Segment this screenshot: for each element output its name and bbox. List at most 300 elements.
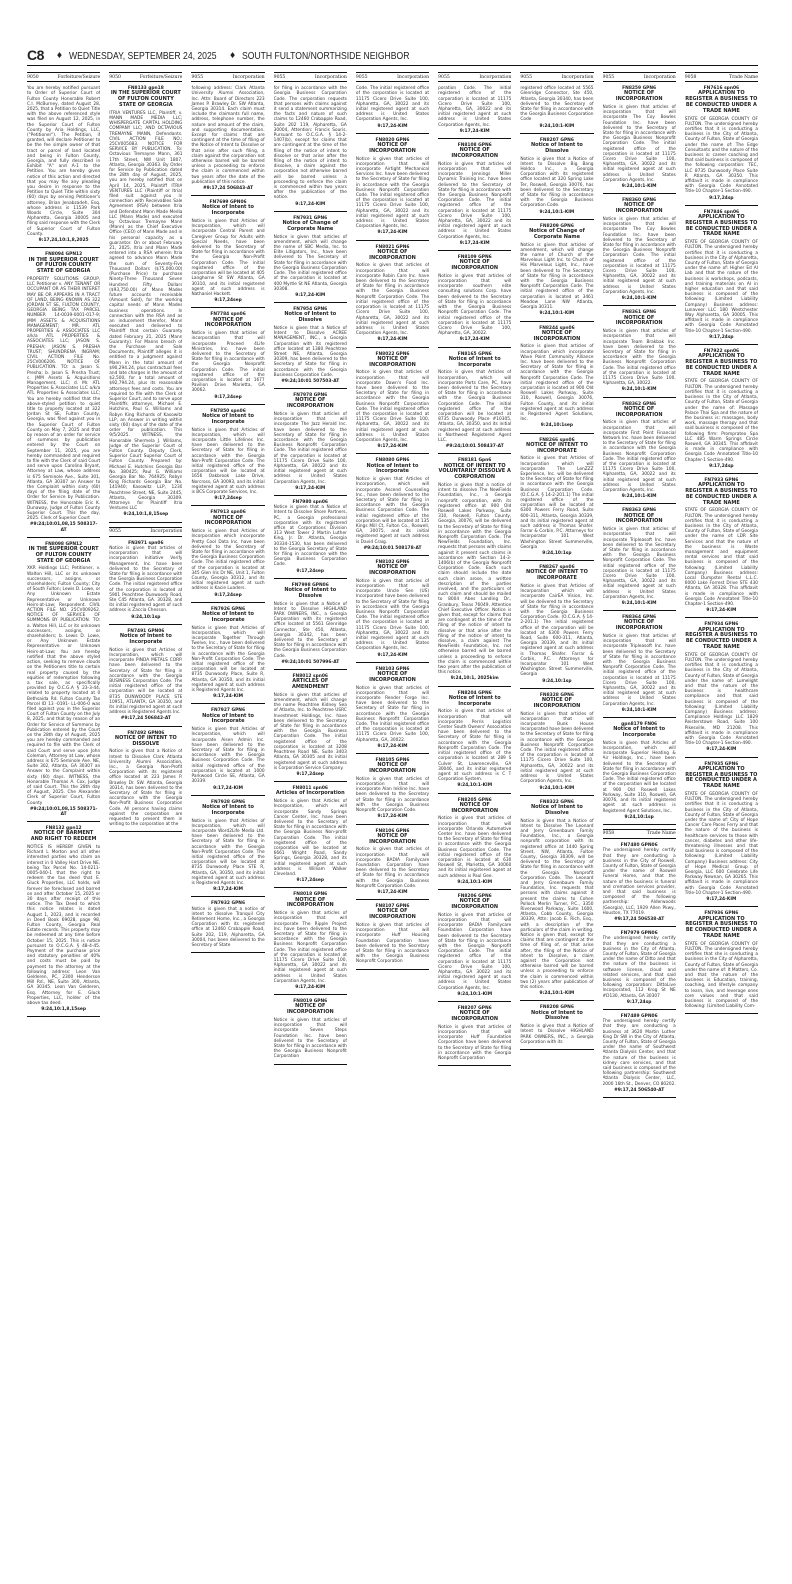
notice-body: Notice is given that Articles of Incorporation which will incorporate CairEA Vision, Inc. will be delivered to the Secretary of State for filing in accordance with the Georgia Business Corporation Code. (O.C.G.A. § 14-2-201.1) The initial registered office of the corporation will be located at 6300 Powers Ferry Road, Suite 600-311, Atlanta, Georgia 30339, and its initial registered agent at such address is Thomas Shafer. Farrar & Corbin, P.C. Attorneys for Incorporator 101 West Washington Street Summerville, Georgia xyxy=(520,584,594,678)
notice-title: Notice of Intent to Incorporate xyxy=(366,462,419,475)
notice-body: Notice is given that a Notice of Intent to Dissolve ACREE MANAGEMENT, INC., a Georgia Corporation with its registered office located at 1380 Peachtree Street NE, Atlanta, Georgia 30309, has been delivered to the Secretary of State for filing in accordance with the Georgia Business Corporation Code. xyxy=(273,325,347,378)
notice-run-dates: 9:24,10:1,8,15sep xyxy=(123,512,169,518)
section-header xyxy=(603,829,676,839)
legal-notice xyxy=(438,86,511,134)
legal-notice xyxy=(356,667,429,749)
section-code: 9055 xyxy=(273,74,286,80)
notice-body: Notice is given that articles of incorporation that will incorporate Robin Care Inc. have been delivered to the Secretary of State for filing in accordance with the Georgia Business Nonprofit Corporation Code. The initial registered office of the corporation is located at 11175 Cicero Drive Suite 100, Alpharetta, GA, 30022 and its initial registered agent at such address is United States Corporation Agents, Inc. xyxy=(355,263,430,337)
notice-run-dates: #9:24;10:01 508178-AT xyxy=(363,545,422,551)
notice-run-dates: 9:24,10:1-KIM xyxy=(621,387,657,393)
divider xyxy=(438,347,511,348)
notice-run-dates: 9:24,10:1-KIM xyxy=(539,123,575,129)
legal-notice xyxy=(356,560,429,658)
legal-notice xyxy=(356,904,429,964)
divider xyxy=(603,1009,676,1010)
divider xyxy=(191,795,264,796)
publication-date: WEDNESDAY, SEPTEMBER 24, 2025 xyxy=(69,50,217,62)
legal-notice xyxy=(438,143,511,246)
divider xyxy=(438,889,511,890)
notice-run-dates: 9:24,10:1-KIM xyxy=(621,296,657,302)
notice-id: FN7932 GPN6 xyxy=(211,901,246,907)
notice-body: registered office located at 5565 Glenridge Connector, Ste 450, Atlanta, Georgia 30340, has been delivered to the Secretary of State for filing in accordance with the Georgia Business Corporation Code xyxy=(520,86,594,123)
legal-notice xyxy=(603,843,676,922)
notice-body: Notice is given that Articles of Incorporation which incorporate Pretty Cool Data Inc. have been delivered to the Secretary of State for filing in accordance with the Georgia Business Corporation Code. The initial registered office of the corporation is located at 345 Glen Iris Dr NE, Unit 1, Fulton County, Georgia 30312, and its initial registered agent at such address is Kacie Luaders. xyxy=(191,529,265,592)
notice-id: FN7491 GPN06 xyxy=(127,628,165,634)
notice-run-dates: 9:17,24-KIM xyxy=(377,337,408,343)
notice-title: Articles of Incorporation xyxy=(275,790,345,797)
notice-run-dates: 9:17,24,10:1,8,2025 xyxy=(38,238,89,244)
notice-run-dates: 9:17,24-KIM xyxy=(377,444,408,450)
section-header xyxy=(438,72,511,82)
divider xyxy=(356,662,429,663)
notice-column-2 xyxy=(109,72,182,1572)
divider xyxy=(356,240,429,241)
legal-notice xyxy=(685,478,758,613)
divider xyxy=(356,347,429,348)
section-label: Incorporation xyxy=(479,74,512,80)
notice-id: FN8012 spn06 xyxy=(292,674,328,680)
legal-notice xyxy=(603,722,676,820)
notice-body: Notice is given that articles of amendment, which will change the name Peachtree Kidney Sea of Atlanta, Inc. to Peachtree USRC Investment Holdings, Inc. have been delivered to the Secretary of State for filing in accordance with the Georgia Business Corporation Code. The initial registered office of the corporation is located at 3208 Peachtree Road NE, Suite 3403 Atlanta, GA 30305 and its initial registered agent at such address is Corporation Service Company. xyxy=(273,692,347,771)
section-code: 9055 xyxy=(191,74,204,80)
notice-run-dates: 9:17,24sep xyxy=(214,394,242,400)
notice-id: FN8022 GPN6 xyxy=(375,351,410,357)
notice-body: Notice is given that Articles of Incorporation, which will incorporate Parts Care, PC, have been delivered to the Secretary of State for filing in accordance with the Georgia Business Corporation Code. The initial registered office of the corporation will be located at 8735 Dunwoody Place #10305, Atlanta, GA, 30350, and its initial registered agent at such address is Northwest Registered Agent LLC. xyxy=(438,370,512,443)
notice-title: NOTICE OF INCORPORATION xyxy=(615,202,663,215)
notice-id: FN7922 spn06 xyxy=(703,349,740,355)
notice-run-dates: 9:17,24sep xyxy=(214,592,242,598)
notice-title: NOTICE OF INCORPORATION xyxy=(369,355,416,368)
section-code: 9055 xyxy=(602,74,615,80)
notice-id: FN8206 GPN6 xyxy=(457,893,492,899)
notice-id: FN8360 GPN6 xyxy=(622,198,657,204)
notice-id: FN8019 GPN6 xyxy=(293,999,328,1005)
notice-id: FN7846 spn06 xyxy=(703,209,740,215)
legal-notice xyxy=(685,86,758,201)
notice-body: Notice is given that articles of incorporation that will incorporate Airtight Mechanical Services Inc. have been delivered to the Secretary of State for filing in accordance with the Georgia Business Nonprofit Corporation Code. The initial registered office of the corporation is located at 11175 Cicero Drive Suite 100, Alpharetta, GA, 30022 and its initial registered agent at such address is United States Corporation Agents, Inc. xyxy=(355,156,430,230)
notice-id: FN7954 GPN6 xyxy=(293,307,328,313)
divider xyxy=(520,133,593,134)
legal-notice xyxy=(685,210,758,340)
notice-run-dates: 9:17,24sep xyxy=(296,771,324,777)
notice-run-dates: 9:17,24sep xyxy=(214,496,242,502)
section-header xyxy=(603,72,676,82)
notice-title: NOTICE OF INTENT TO INCORPORATE xyxy=(526,569,588,582)
divider xyxy=(27,1016,100,1017)
notice-id: FN7979 GPN06 xyxy=(620,931,658,937)
notice-run-dates: 9:17,24-KIM xyxy=(377,123,408,129)
divider xyxy=(274,887,347,888)
notice-body: Notice is given that articles of incorporation that will incorporate The Ripple Project Inc. have been delivered to the Secretary of State for filing in accordance with the Georgia Business Nonprofit Corporation Code. The initial registered office of the corporation is located at 11175 Cicero Drive Suite 100, Alpharetta, GA 30022 and its initial registered agent at such address is United States Corporation Agents, Inc. xyxy=(273,911,347,984)
divider xyxy=(109,522,182,523)
notice-id: FN8181 Gpn6 xyxy=(458,458,492,464)
notice-id: FN8103 GPN6 xyxy=(375,666,410,672)
legal-notice xyxy=(356,458,429,551)
notice-body: Notice is given that Articles of Incorporation which will incorporate The LenZZZ Experience, Inc. will be delivered to the Secretary of State for filing in accordance with the Georgia Business Corporation Code. (O.C.G.A. § 14-2-201.1) The initial registered office of the corporation will be located at 6300 Powers Ferry Road, Suite 600-311, Atlanta, Georgia 30339, and its initial registered agent at such address is Thomas Shafer. Farrar & Corbin, P.C. Attorneys for Incorporator 101 West Washington Street Summerville, Georgia xyxy=(520,456,594,550)
notice-column-5 xyxy=(356,72,429,1572)
section-header xyxy=(191,72,264,82)
notice-body: STATE OF GEORGIA COUNTY OF FULTON. The undersigned hereby certifies that it is conducting a business in the City of Atlanta, County of Fulton, State of Georgia under the name of: City of Hope Cancer Care Paces Ferry and that the nature of the business is healthcare services to those with cancer, diabetes and other life-threatening illnesses and that said business is composed of the following: (Limited Liability Company) Business address: City of Hope Medical Group of Georgia, LLC 600 Celebrate Life Parkway Newnan, GA 30265. This affidavit is made in compliance with Georgia Code Annotated Title-10 Chapter-1 Section-490. xyxy=(684,792,758,896)
divider xyxy=(438,250,511,251)
divider xyxy=(191,195,264,196)
notice-id: FN7492 GPN06 xyxy=(127,730,165,736)
section-code: 9058 xyxy=(684,74,697,80)
legal-notice xyxy=(520,565,593,684)
notice-title: NOTICE OF INCORPORATION xyxy=(369,142,416,154)
legal-notice xyxy=(191,901,264,948)
legal-notice xyxy=(27,252,100,533)
notice-id: FN7926 GPN6 xyxy=(211,606,246,612)
legal-notice xyxy=(356,829,429,896)
notice-run-dates: 9:17,24-KIM xyxy=(706,747,737,753)
notice-body: poration Code. The initial registered office of the corporation is located at 11175 Cicero Drive Suite 100, Alpharetta, GA, 30022 and its initial registered agent at such address is United States Corporation Agents, Inc. xyxy=(438,86,512,128)
legal-notice xyxy=(438,894,511,997)
legal-notice xyxy=(356,245,429,343)
notice-run-dates: 9:17,24-KIM xyxy=(213,785,244,791)
notice-body: Notice is given that articles of incorporation that will incorporate The Jazz Herald Inc. have been delivered to the Secretary of State for filing in accordance with the Georgia Business Nonprofit Corporation Code. The initial registered office of the corporation is located at 11175 Cicero Drive Suite 100, Alpharetta, GA 30022 and its initial registered agent at such address is United States Corporation Agents, Inc. xyxy=(273,411,347,485)
notice-id: FN8011 spn06 xyxy=(292,786,328,792)
notice-id: FN8362 GPN6 xyxy=(622,401,657,407)
notice-body: Notice is given that a Notice of Intent to Dissolve HIGHLAND PARK OWNERS, INC., a Georgia Corporation with its registered office located at 5561 Glenridge Connector, Ste 450, Atlanta, Georgia 30342, has been delivered to the Secretary of State for filing in accordance with the Georgia Business Corporation Code. xyxy=(273,601,347,659)
notice-id: FN7480 GPN06 xyxy=(620,843,658,849)
notice-run-dates: 9:24,10:1sp xyxy=(624,814,654,820)
divider xyxy=(438,1065,511,1066)
notice-run-dates: 9:17,24-KIM xyxy=(377,889,408,895)
notice-body: NOTICE IS HEREBY GIVEN to Richard L Morton and all other interested parties who claim an interest in 0 Valley Hart Drive NE, being Tax Parcel No. 14-0211-0005-040-1 that the right to redeem the tax deed that E. Gluck Properties, LLC holds, will forever be foreclosed and barred on and after October 15, 2025 or 30 days after receipt of this notice. The Tax Deed to which this notice relates is dated August 1, 2023, and is recorded in Deed Book 69028, page 98, Fulton County, Georgia Real Estate records. This property may be redeemed at any time before October 15, 2025. This is notice pursuant to O.C.G.A. § 48-4-45. Payment of the purchase price and statutory penalties of 40% and costs must be paid by payment to the attorney at the following address: Leon Van Gelderen, PC, 2300 Henderson Mill Rd., NE, Suite 300, Atlanta, GA 30345. Leon Van Gelderen, Esq. Attorney for E. Gluck Properties, LLC, holder of the above tax deed. xyxy=(27,844,101,1007)
notice-id: FN8364 GPN6 xyxy=(622,615,657,621)
divider xyxy=(274,994,347,995)
section-header xyxy=(109,72,182,82)
notice-body: Notice is given that articles of amendment, which will change the name of SBC Media, Inc. to Elite Litigators, Inc., have been delivered to The Secretary of State for filing in accordance with the Georgia Business Corporation Code. The initial registered office of the corporation is located at 400 Myrtle St NE Atlanta, Georgia 30308. xyxy=(273,234,347,292)
notice-body: Notice is given that articles of incorporation that will incorporate Alan Inkline Inc. have been delivered to the Secretary of State for filing in accordance with the Georgia Business Nonprofit Corporation Code. xyxy=(355,776,430,814)
section-label: Incorporation xyxy=(643,74,676,80)
notice-id: FN8018 GPN6 xyxy=(293,892,328,898)
notice-column-9 xyxy=(685,72,758,1572)
notice-title: APPLICATION TO REGISTER A BUSINESS TO BE CONDUCTED UNDER A TRADE NAME xyxy=(685,353,758,377)
divider xyxy=(274,578,347,579)
legal-notice xyxy=(27,542,100,817)
notice-run-dates: 9:17,24-KIM xyxy=(706,897,737,903)
notice-body: PROPERTY SOLUTIONS GROUP, LLC Petitioner v. ANY TENANT OR OCCUPANT OR AS THEIR INTERET MAY BE OR APPEARS IN A TRACT OF LAND, BEING KNOWN AS 322 JORDAN ST SE, FULTON COUNTY, GEORGIA BEING TAX PARCEL NUMBER 14-0039-0001-017-9; JMM ASSETS & ACQUISITIONS MANAGEMENT; MR. ATL PROPERTIES & ASSOCIATES LLC a/k/a ATL PROPERTIES & ASSOCIATES LLC; JASON S. PRESHA; JASON S. PRESHA TRUST; SHUNDRENA INGRAM; CIVIL ACTION FILE No. 25CV006206. NOTICE OF PUBLICATION. TO: a. Jason S. Presha; b. Jason S. Presha Trust; c. JMM Assets & Acquisitions Management, LLC; d. Mr. ATL Properties & Associates LLC a/k/a ATL Properties & Associates LLC; You are hereby notified that the above-styled petition to quiet title to property located at 322 Jordan St SE, Fulton County, Georgia, was filed against you in the Superior Court of Fulton County on May 7, 2025 and that by reason of an order for service of summons by publication entered by the Court on September 11, 2025, you are hereby commanded and required to file with the Clerk of said Court and serve upon Carolina Bryant, Attorney at Law, whose address is 675 Seminole Ave., Suite 301, Atlanta, GA 30307 an Answer to the Complaint within sixty (60) days of the filing date of the Order for Service by Publication. WITNESS, the Honorable Eric K. Dunaway, Judge of Fulton County Superior Court. This the day, 2025. Clerk of Superior Court xyxy=(27,276,101,522)
notice-title: Notice of Intent to Incorporate xyxy=(202,803,254,816)
section-header xyxy=(520,72,593,82)
notice-id: FN8208 GPN6 xyxy=(539,1005,574,1011)
section-header xyxy=(27,72,100,82)
legal-notice xyxy=(109,541,182,620)
notice-title: Notice of Intent to Incorporate xyxy=(202,204,254,217)
divider xyxy=(520,688,593,689)
legal-notice xyxy=(274,892,347,990)
divider xyxy=(438,1001,511,1002)
notice-id: FN7850 spn06 xyxy=(210,408,246,414)
notice-title: NOTICE OF INTENT TO VOLUNTARILY DISSOLVE A CORPORATION xyxy=(438,462,511,481)
notice-run-dates: 9:17,24-KIM xyxy=(377,230,408,236)
legal-notice xyxy=(274,999,347,1059)
legal-notice xyxy=(603,402,676,500)
notice-run-dates: 9:24,10:1sp xyxy=(542,678,572,684)
legal-notice xyxy=(685,762,758,903)
notice-body: Notice is given that articles of incorporation that will incorporate Huff Housing Foundation Corporation have been delivered to the Secretary of State for filing in accordance with the Georgia Business Nonprofit Corporation xyxy=(355,922,430,965)
divider xyxy=(274,495,347,496)
legal-notice xyxy=(438,691,511,789)
divider xyxy=(685,1013,758,1014)
legal-notice xyxy=(520,138,593,215)
notice-run-dates: #9:24;10:01 507503-AT xyxy=(281,378,340,384)
section-label: Forfeiture/Seizure xyxy=(139,74,183,80)
notice-column-1 xyxy=(27,72,100,1572)
notice-id: FN7489 GPN06 xyxy=(620,1014,658,1019)
notice-run-dates: #9:17,24 506842-AT xyxy=(120,716,171,722)
divider xyxy=(191,602,264,603)
divider xyxy=(685,205,758,206)
section-label: Forfeiture/Seizure xyxy=(57,74,101,80)
legal-notice xyxy=(603,86,676,189)
notice-run-dates: 9:17,24-KIM xyxy=(295,985,326,990)
section-header xyxy=(274,72,347,82)
section-code: 9055 xyxy=(109,529,121,535)
legal-notice xyxy=(603,1014,676,1093)
notice-title: Notice of Intent to Dissolve xyxy=(284,311,337,324)
legal-notice xyxy=(603,931,676,1005)
notice-title: IN THE SUPERIOR COURT OF FULTON COUNTY STATE OF GEORGIA xyxy=(28,256,99,275)
legal-notice xyxy=(520,438,593,557)
legal-notices-columns xyxy=(27,72,758,1572)
notice-body: Notice is given that a Notice of Intent to Dissolve The Leonard and Jerry Greenbaum Family Foundation, Inc., a Georgia nonprofit corporation with its registered office at 1440 Spring Street, NW, Atlanta, Fulton County, Georgia 30309, will be delivered to the Secretary of State for filing in accordance with the Georgia Nonprofit Corporation Code. The Leonard and Jerry Greenbaum Family Foundation, Inc. requests that persons with claims against it present the claims to Cohen Pollock Merlin Turner, P.C., 3350 Riverwood Parkway, Suite 1600, Atlanta, Cobb County, Georgia 30339, Attn: Jacob E. Rich, Esq., with a description of the particulars of the claim in writing. Notice is given that, except for claims that are contingent at the time of filing of, or that arise after, the filing of the Notice of Intent to Dissolve, a claim against the Corporation not otherwise barred will be barred unless a proceeding to enforce the claim is commenced within two (2) years after publication of this notice. xyxy=(520,818,594,990)
notice-column-7 xyxy=(520,72,593,1572)
divider xyxy=(685,344,758,345)
notice-run-dates: #9:17,24 506540-AT xyxy=(614,1087,665,1093)
notice-title: Notice of Intent to Dissolve xyxy=(284,587,337,599)
notice-title: NOTICE OF INCORPORATION xyxy=(369,908,416,921)
notice-run-dates: 9:24,10:1-KIM xyxy=(457,783,493,789)
notice-title: NOTICE OF INCORPORATION xyxy=(369,564,416,576)
notice-title: NOTICE OF INTENT TO DISSOLVE xyxy=(114,734,177,747)
notice-id: FN8094 GPN12 xyxy=(45,252,83,258)
notice-body: Notice is given that Articles of Incorporation, which will incorporate Aisen Admin Inc. have been delivered to the Secretary of State for filing in accordance with the Georgia Business Corporation Code. The initial registered office of the corporation is located at 1000 Parkwood Circle SE, Atlanta, GA 30339. xyxy=(191,727,265,785)
legal-notice xyxy=(274,674,347,777)
notice-run-dates: 9:17,24-KIM xyxy=(706,608,737,614)
notice-run-dates: 9:17,24-KIM xyxy=(213,887,244,893)
divider xyxy=(27,821,100,822)
notice-title: NOTICE OF INCORPORATION xyxy=(204,514,252,527)
notice-column-6 xyxy=(438,72,511,1572)
notice-run-dates: #9:17,24 506843-AT xyxy=(202,186,254,192)
notice-title: ARTICLES OF AMENDMENT xyxy=(291,678,329,691)
notice-id: FN8105 GPN6 xyxy=(375,758,410,764)
section-code: 9058 xyxy=(602,831,615,837)
legal-notice xyxy=(438,458,511,681)
notice-run-dates: 9:24,10:1sep xyxy=(540,423,574,429)
notice-body: Notice is given that articles of incorporation which incorporate Wave Point Community Alliance Inc. have been delivered to the Secretary of State for filing in accordance with the Georgia Nonprofit Corporation Code. The initial registered office of the corporation is located at 900 Old Roswell Lakes Parkway, Suite 310, Roswell, Georgia 30076, Fulton County, and its initial registered agent at such address is Registered Agent Solutions, Inc. xyxy=(520,344,594,423)
legal-notice xyxy=(274,500,347,574)
notice-body: Notice is given that articles of incorporation that will incorporate Bunk House Incorporated have been delivered to the Secretary of State for filing in accordance with the Georgia Business Nonprofit Corporation Code. The initial registered office of the corporation is located at 11175 Cicero Drive Suite 100, Alpharetta, GA, 30022 and its initial registered agent at such address is United States Corporation Agents, Inc. xyxy=(520,711,594,785)
legal-notice xyxy=(520,326,593,429)
divider xyxy=(603,717,676,718)
notice-body: STATE OF GEORGIA COUNTY OF FULTON. The undersigned hereby certifies that she is conducting a business in the City of Alpharetta, County of Fulton, State of Georgia under the name of: It Matters, Co. and that the nature of the business is Education, training, coaching, and lifestyle company to learn, live, and leverage ones core values and that said business is composed of the following: (Limited Liability Com- xyxy=(684,941,758,1010)
notice-run-dates: 9:24,10:1, 2025kim xyxy=(450,676,499,682)
legal-notice xyxy=(438,352,511,450)
divider xyxy=(603,1097,676,1098)
notice-body: Notice is given that articles of incorporation that will incorporation Initiative Verify Management, Inc. have been delivered to the Secretary of State for filing in accordance with the Georgia Business Corporation Code. The initial registered office of the corporation is located at 5901 Peachtree Dunwoody Road, Ste C45 Atlanta, GA. 30328, and its initial registered agent of such address is Zaccia Chesson. xyxy=(109,546,183,614)
divider xyxy=(603,824,676,825)
notice-id: FN8322 GPN6 xyxy=(539,799,574,805)
notice-body: Notice is given that a notice of intent to dissolve The NewFields Foundation, Inc., a Georgia nonprofit corporation, with its registered office at 900 Old Roswell Lakes Parkway, Suite 310, Roswell, Fulton County, Georgia, 30076, will be delivered to the Secretary of State for filing in accordance with the Georgia Nonprofit Corporation Code. The NewFields Foundation, Inc. requests that persons with claims against it present such claims in accordance with Section 14-3-1406(b) of the Georgia Nonprofit Corporation Code. Each such claim should include the date such claim arose, a written description of the parties involved, and the particulars of such claim and should be mailed to 8004 Abes Landing Dr., Granbury, Texas 76049, Attention Chief Executive Officer. Notice is given that, except for claims that are contingent at the time of the filing of the notice of intent to dissolve or that arise after the filing of the notice of intent to dissolve, a claim against The NewFields Foundation, Inc. not otherwise barred will be barred unless a proceeding to enforce the claim is commenced within two years after the publication of this notice. xyxy=(438,482,512,676)
divider xyxy=(356,453,429,454)
legal-notice xyxy=(356,758,429,819)
notice-run-dates: 9:24,10:1-KIM xyxy=(539,311,575,317)
notice-id: FN8207 GPN6 xyxy=(457,1006,492,1011)
divider xyxy=(356,824,429,825)
notice-run-dates: 9:17,24sep xyxy=(214,298,242,304)
notice-title: Notice of Intent to Incorporate xyxy=(119,633,172,645)
notice-body: Notice is given that articles of incorporation that will incorporate The Coy Bowles Foundation Inc. have been delivered to the Secretary of State for filing in accordance with the Georgia Business Nonprofit Corporation Code. The initial registered office of the corporation is located at 11175 Cicero Drive Suite 100, Alpharetta, GA, 30022 and its initial registered agent at such address is United States Corporation Agents, Inc. xyxy=(602,105,676,183)
notice-body: STATE OF GEORGIA COUNTY OF FULTON. The undersigned hereby certifies that it is conducting a business in the City of Atlanta, County of Fulton, State of Georgia under the name of: Massage Palace Thai Spa and the nature of the business is: massages, body work, massage therapy and that said business is composed of the following firm: Promprateo Spa LLC 485 Warm Springs Circle Roswell, GA 30345. This affidavit is made in compliance with Georgia Code Annotated Title-10 Chapter-1 Section-490. xyxy=(684,379,758,463)
notice-body: following address: Clark Atlanta University Alumni Association, Inc. Attn: Board of Directors 223 James P. Brawley Dr. SW Atlanta, Georgia 30314. Each claim must include the claimants full name, address, telephone number, the nature and amount of the claim, and supporting documentation. Except for claims that are contingent at the time of filing of the Notice of Intent to Dissolve or that arise after such filing, a claim against the corporation not otherwise barred will be barred unless a proceeding to enforce the claim is commenced within two years after the date of the publication of this notice. xyxy=(191,86,265,185)
notice-body: Notice is given that Articles of Incorporation, which will incorporate Word2Life Media Ltd. have been delivered to the Secretary of State for filing in accordance with the Georgia Non-Profit Corporation Code. The initial registered office of the corporation will be located at 8735 Dunwoody Place STE R, Atlanta, GA, 30350, and its initial registered agent at such address is Registered Agents Inc. xyxy=(191,818,265,886)
notice-id: FN8021 GPN6 xyxy=(375,244,410,250)
notice-title: Notice of Intent to Incorporate xyxy=(202,712,254,725)
divider xyxy=(603,193,676,194)
notice-column-3 xyxy=(191,72,264,1572)
notice-run-dates: #9:17,24 506538-AT xyxy=(614,916,665,922)
divider xyxy=(109,624,182,625)
divider xyxy=(109,726,182,727)
divider xyxy=(356,555,429,556)
notice-title: NOTICE OF INCORPORATION xyxy=(369,832,416,845)
notice-body: Notice is given that a Notice of Intent to Dissolve HIGHLAND PARK OWNERS, INC., a Georgia Corporation with its xyxy=(520,1024,594,1045)
legal-notice xyxy=(356,352,429,450)
divider xyxy=(603,926,676,927)
section-header xyxy=(356,72,429,82)
section-label: Incorporation xyxy=(314,74,347,80)
divider xyxy=(274,669,347,670)
divider xyxy=(685,617,758,618)
notice-run-dates: 9:17,24-KIM xyxy=(377,743,408,749)
notice-id: FN8020 GPN6 xyxy=(375,137,410,143)
notice-body: STATE OF GEORGIA COUNTY OF FULTON. The undersigned hereby certifies that it is conducting a business in the City of Atlanta, County of Fulton, State of Georgia under the name of: Lumelight and that the nature of the business is healthcare compliance and that said business is composed of the following: (Limited Liability Company) Business address: Compliance Holdings LLC 1829 Reisterstown Road, Suite 100 Pikesville, MD 21208. This affidavit is made in compliance with Georgia Code Annotated Title-10 Chapter-1 Section-490. xyxy=(684,652,758,747)
notice-body: Notice is given that a Notice of Intent to Dissolve Shore Partners, PC, a Georgia professional corporation with its registered office at Corporations Division 313 West Tower 2 Martin Luther King, Jr. Dr. Atlanta, Georgia 30334-1530, has been delivered to the Georgia Secretary of State for filing in accordance with the Georgia Business Corporation Code. xyxy=(273,505,347,568)
notice-body: You are hereby notified pursuant to Order of Superior Court of Fulton County Honorable Robert C.I. McBurney, dated August 28, 2025, that a Petition to Quiet Title with the above referenced style was filed on August 12, 2025, in the Superior Court of Fulton County by Aria Holdings, LLC, ("Petitioner"). The Petition, if granted, will declare Petitioner to be the fee simple owner of that tract or parcel of land located and being in Fulton County, Georgia, and fully described in Exhibit "A" and A-1 to the Petition. You are hereby given notice of this action and directed that you may file any pleading you desire in response to the Petition to Quiet Title within sixty (60) days by serving Petitioner's attorney, Brian Jenabzadeh, Esq. whose address is 11539 Park Woods Circle, Suite 304 Alpharetta, Georgia 30005 and filing said response with the Clerk of Superior Court of Fulton County. xyxy=(27,86,101,237)
divider xyxy=(356,899,429,900)
section-label: Incorporation xyxy=(561,74,594,80)
notice-id: FN8259 GPN6 xyxy=(622,86,657,92)
notice-id: FN8165 GPN6 xyxy=(457,351,492,357)
legal-notice xyxy=(191,510,264,597)
divider xyxy=(438,453,511,454)
notice-body: Notice is given that articles of incorporation that will incorporate southern elite consulting solutions Corp. have been delivered to the Secretary of State for filing in accordance with the Georgia Business Nonprofit Corporation Code. The initial registered office of the corporation is located at 11175 Cicero Drive Suite 100, Alpharetta, GA, 30022. xyxy=(438,273,512,337)
legal-notice xyxy=(520,693,593,791)
notice-id: FN7699 GPN06 xyxy=(209,200,247,206)
notice-title: NOTICE OF INCORPORATION xyxy=(286,1003,334,1016)
notice-body: Notice is given that Articles of Incorporation, which will incorporate Sandy Springs Cancer Center, Inc. have been delivered to the Secretary of State for filing in accordance with the Georgia Business Non-profit Corporation Code. The initial registered office of the corporation will be located at 6661 Wright Road, Sandy Springs, Georgia 30328, and its initial registered agent at such address is William Walker Cleveland. xyxy=(273,799,347,877)
notice-run-dates: 9:24,10:1-KIM xyxy=(621,601,657,607)
legal-notice xyxy=(191,708,264,790)
notice-title: NOTICE OF INCORPORATION xyxy=(369,671,416,683)
section-label: Trade Name xyxy=(729,74,758,80)
notice-body: Notice is given that Articles of Incorporation, which will incorporate Together Through Twelve, Inc., have been delivered to the Secretary of State for filing in accordance with the Georgia Non-Profit Corporation Code. The initial registered office of the corporation will be located at 8735 Dunwoody Place, Suite R, Atlanta, GA 30350, and its initial registered agent at such address is Registered Agents Inc. xyxy=(191,625,265,694)
legal-notice xyxy=(191,312,264,399)
notice-body: Notice is given that Articles of Incorporation, which will incorporate Central Parent and Caregiver Group for Adults with Special Needs, have been delivered to the Secretary of State for filing in accordance with the Georgia Non-Profit Corporation Code. The initial registered office of the corporation will be located at 405 Langhorne St SW Atlanta, GA 30310, and its initial registered agent at such address is Nathaniel Hackett. xyxy=(191,219,265,297)
divider xyxy=(520,219,593,220)
notice-title: APPLICATION TO REGISTER A BUSINESS TO BE CONDUCTED UNDER A TRADE NAME xyxy=(685,915,758,939)
notice-title: Notice of Change of Corporate Name xyxy=(282,220,339,232)
notice-title: Notice of Intent to Dissolve xyxy=(530,803,583,816)
divider xyxy=(438,686,511,687)
notice-run-dates: 9:24,10:1-KIM xyxy=(457,879,493,885)
notice-body: Notice is given that articles of incorporation that will incorporate Tripleasoft Inc. have been delivered to the Secretary of State for filing in accordance with the Georgia Business Nonprofit Corporation Code. The initial registered office of the corporation is located at 11175 Cicero Drive Suite 100, Alpharetta, GA, 30022 and its initial registered agent at such address is United States Corporation Agents, Inc. xyxy=(602,527,676,600)
notice-body: ITRIA VENTURES LLC, Plaintiff, v. MANN MADE MEDIA LLC; WHISPERGATE CAPITAL HOLDING COMPANY LLC; AND OCTAVIOUS TREMAYNE MANN, Defendants. CIVIL ACTION FILE NO.: 25CV005083. NOTICE FOR SERVICE BY PUBLICATION. To: Octavious Tremayne Mann, 361 17th Street, NW Unit 1807, Atlanta, Georgia 30363. By Order for Service by Publication dated the 28th day of August, 2025, you are hereby notified that on April 14, 2025, Plaintiff ITRIA VENTURES LLC (Plaintiff or Itria) filed suit against you in connection with Receivables Sale Agreement (RSA) between Itria and Defendant Mann Made Media LLC (Mann Made) and executed by Octavious Tremayne Mann (Mann) as the Chief Executive Office (CEO) of Mann Made and in his personal capacity as a guarantor. On or about February 21, 2025, Itria and Mann Made entered into a RSA wherein Itria agreed to advance Mann Made the sum of Seventy-Five Thousand Dollars ($75,000.00) (Purchase Price) to purchase Ninety-Three Thousand Seven Hundred Fifty Dollars ($93,750.00) of Mann Mades future accounts receivable (Amount Sold), for the working capital needs of Mann Mades business operations. In connection with the RSA and as an inducement therefor, Mann executed and delivered to Plaintiff that certain Guaranty dated February 21, 2025 (Mann Guaranty). For Manns breach of the Purchase and Sale Documents, Plaintiff alleges it is entitled to a judgment against Mann in the total amount of $90,294.24, plus contractual fees and late charges in the amount of $2,500, for a total amount of $92,794.24, plus its reasonable attorneys fees and costs. You are required to file with the Clerk of Superior Court, and to serve upon Plaintiffs attorneys, Michael E. Hutchins, Paul G. Williams and Robyn King Richards of Kasowitz LLP, an Answer in writing within sixty (60) days of the date of the order for publication. This 9/5/2025. WITNESS, the Honorable Shermela J. Williams, Judge of the Superior Court of Fulton County. Deputy Clerk, Superior Court Superior Court of Fulton County. Prepared by: Michael E. Hutchins Georgia Bar No. 380425; Paul G. Williams Georgia Bar No. 764925; Robyn King Richards Georgia Bar No. 141940; Kasowitz LLP, 1230 Peachtree Street, NE, Suite 2445, Atlanta, Georgia 30309. Attorneys for Plaintiff Itria Ventures LLC xyxy=(109,110,183,512)
legal-notice xyxy=(109,86,182,517)
notice-id: FN7998 GPN06 xyxy=(291,582,329,588)
divider xyxy=(27,537,100,538)
legal-notice xyxy=(438,255,511,342)
notice-column-4 xyxy=(274,72,347,1572)
diamond-separator-icon: ♦ xyxy=(229,51,237,60)
masthead xyxy=(27,44,758,66)
legal-notice xyxy=(520,86,593,129)
notice-id: FN7934 GPN6 xyxy=(704,622,739,628)
legal-notice xyxy=(191,607,264,700)
notice-body: Notice is given that Articles of Incorporation, which will incorporate Little Lifelines Inc. have been delivered to the Secretary of State for filing in accordance with the Georgia Non-Profit Corporation Code. The initial registered office of the corporation will be located at 1656 Oakbrook Lake Drive, Norcross, GA 30093, and its initial registered agent at such address is BCS Corporate Services, Inc. xyxy=(191,427,265,495)
notice-body: Notice is given that a Notice of Intent to Dissolve Clark Atlanta University Alumni Association, Inc., a Georgia Non-Profit Corporation with its registered office located at 223 James P. Brawley Dr. SW. Atlanta, Georgia 30314, has been delivered to the Secretary of State for filing in accordance with the Georgia Non-Profit Business Corporation Code. All persons having claims against the corporation are requested to present them in writing to the corporation at the xyxy=(109,749,183,828)
notice-id: FN8133 gpn18 xyxy=(127,86,164,92)
notice-id: FN8109 GPN6 xyxy=(457,255,492,261)
notice-id: FN8209 GPN6 xyxy=(539,223,574,229)
page-number: C8 xyxy=(27,47,44,63)
notice-body: Code. The initial registered office of the corporation is located at 11175 Cicero Drive Suite 100, Alpharetta, GA, 30022 and its initial registered agent at such address is United States Corporation Agents, Inc. xyxy=(355,86,430,123)
legal-notice xyxy=(438,1006,511,1061)
notice-run-dates: #9:24;10:01,08,15 508371-AT xyxy=(29,806,98,817)
notice-title: Notice of Change of Corporate Name xyxy=(529,228,585,240)
notice-id: FN8098 GPN12 xyxy=(45,541,83,547)
legal-notice xyxy=(685,622,758,752)
notice-id: FN7936 GPN6 xyxy=(704,911,739,917)
notice-run-dates: 9:17,24-KIM xyxy=(459,240,490,246)
notice-body: STATE OF GEORGIA COUNTY OF FULTON. The undersigned hereby certifies that it is conducting a business in the City of Alpharetta, County of Fulton, State of Georgia under the name of: Higher Ed AI Lab and that the nature of the business is workshops, podcasts, and training materials on AI in higher education and that said business is composed of the following: (Limited Liability Company) Business address: Lunaveer LLC 180 Westchester Way Alpharetta, GA 30005. This affidavit is made in compliance with Georgia Code Annotated Title-10 Chapter-1 Section-490. xyxy=(684,240,758,334)
notice-body: The undersigned hereby certify that they are conducting a business in the City of Atlanta, County of Fulton, State of Georgia under the name of Ditto and that the nature of the business is software license, cloud and related services, and that said business is composed of the following corporation: DittoLive Incorporated, 112 Krog St NE #D130, Atlanta, GA 30307 xyxy=(602,936,676,999)
legal-notice xyxy=(603,508,676,606)
section-code: 9055 xyxy=(438,74,450,80)
notice-run-dates: 9:17,24sp xyxy=(709,463,734,469)
notice-id: FN7933 GPN6 xyxy=(704,477,739,483)
notice-run-dates: 9:17,24-KIM xyxy=(213,694,244,700)
notice-body: The undersigned hereby certify that they are conducting a business in the City of Roswell, County of Fulton, State of Georgia under the name of Roswell Funeral Home, and that the nature of the business is funeral and cremation services provider, and that said business is composed of the following partnership: Alderwoods (Georgia), LLC, 1929 Allen Pkwy., Houston, TX 77019. xyxy=(602,848,676,916)
notice-title: APPLICATION TO REGISTER A BUSINESS TO BE CONDUCTED UNDER A TRADE NAME xyxy=(685,482,758,506)
notice-body: Notice is given that a Notice of Intent to Dissolve Big Bang Holdco Inc., a Georgia Corporation with its registered office located at 320 Spring Lake Ter, Roswell, Georgia 30076, has been delivered to the Secretary of State for filing in accordance with the Georgia Business Corporation Code. xyxy=(520,156,594,209)
notice-body: Notice is given that articles of incorporation that will incorporate Seven Steps Foundation Inc. have been delivered to the Secretary of State for filing in accordance with the Georgia Business Nonprofit Corporation xyxy=(273,1018,347,1060)
legal-notice xyxy=(27,826,100,1012)
notice-run-dates: 9:17,24-KIM xyxy=(295,201,326,207)
divider xyxy=(520,795,593,796)
notice-body: Notice is given that articles of incorporation that will incorporate First Point Financial Network Inc. have been delivered to the Secretary of State for filing in accordance with the Georgia Business Nonprofit Corporation Code. The initial registered office of the corporation is located at 11175 Cicero Drive Suite 100, Alpharetta, GA, 30022 and its initial registered agent at such address is United States Corporation Agents, Inc. xyxy=(602,420,676,493)
legal-notice xyxy=(520,800,593,997)
notice-title: NOTICE OF INCORPORATION xyxy=(451,898,499,910)
notice-id: FN8102 GPN6 xyxy=(375,560,410,565)
notice-body: Notice is given that articles of incorporation that will incorporate Render Forge Inc. have been delivered to the Secretary of State for filing in accordance with the Georgia Business Nonprofit Corporation Code. The initial registered office of the corporation is located at 11175 Cicero Drive Suite 100, Alpharetta, GA, 30022. xyxy=(355,685,430,743)
legal-notice xyxy=(520,1005,593,1045)
section-code: 9050 xyxy=(109,74,121,80)
legal-notice xyxy=(356,86,429,129)
notice-run-dates: 9:17,24-KIM xyxy=(377,814,408,820)
section-code: 9050 xyxy=(27,74,39,80)
notice-run-dates: 9:24,10:1-KIM xyxy=(621,184,657,190)
notice-run-dates: 9:24,10:1sp xyxy=(131,614,161,620)
divider xyxy=(520,1000,593,1001)
notice-run-dates: #9:24;10:01,08,15 508317-AT xyxy=(29,522,98,533)
notice-title: NOTICE OF INCORPORATION xyxy=(615,512,663,525)
legal-notice xyxy=(438,798,511,885)
notice-id: FN7980 spn06 xyxy=(292,499,328,505)
